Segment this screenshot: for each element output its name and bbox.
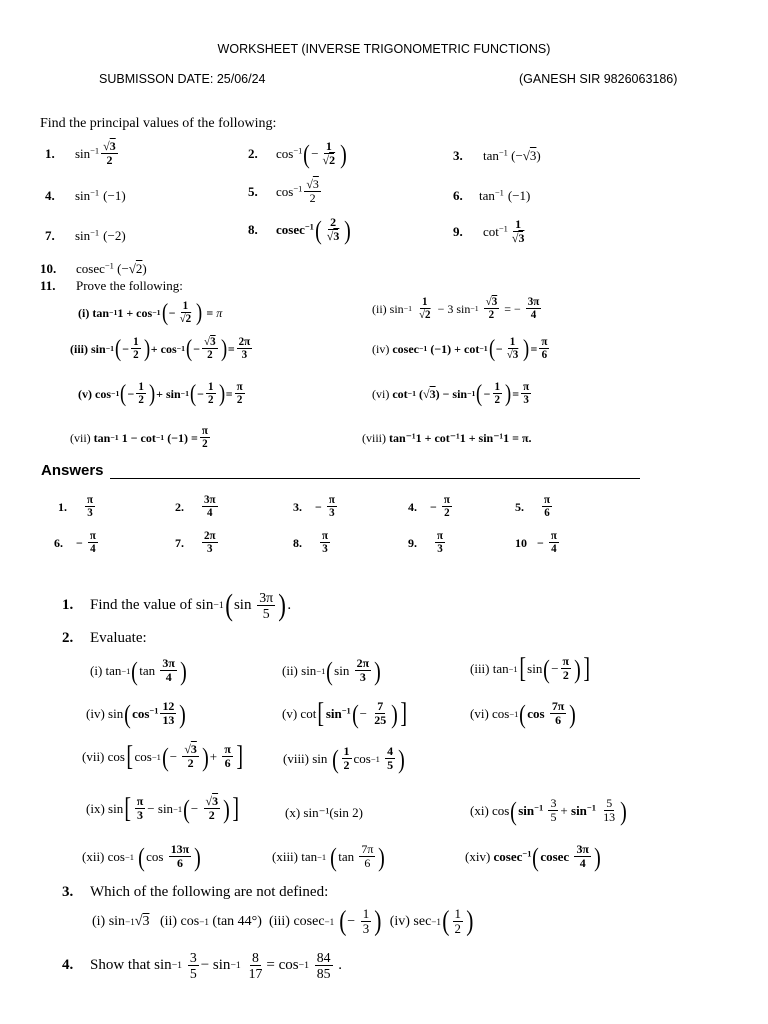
answer-sign: − bbox=[76, 535, 83, 550]
submission-date: SUBMISSON DATE: 25/06/24 bbox=[99, 72, 266, 86]
principal-values-heading: Find the principal values of the following: bbox=[40, 116, 277, 131]
proof-ii: (ii) sin −1 1 √2 − 3 sin −1 √3 2 = − 3π 4 bbox=[372, 296, 540, 322]
answer-number: 1. bbox=[58, 499, 67, 514]
evaluate-xii: (xii) cos −1 ( cos 13π 6 ) bbox=[82, 841, 201, 872]
answers-heading: Answers bbox=[41, 462, 104, 479]
answer-item bbox=[175, 530, 220, 555]
evaluate-xiii: (xiii) tan −1 ( tan 7π 6 ) bbox=[272, 841, 386, 872]
answer-number: 7. bbox=[175, 535, 184, 550]
evaluate-q2: 2. Evaluate: bbox=[62, 630, 147, 646]
question-6: 6. $\tan^{-1}$ (−1) bbox=[453, 186, 531, 203]
evaluate-x: (x) sin⁻¹(sin 2) bbox=[285, 805, 363, 820]
question-5: 5. $\cos^{-1}$ √3 2 bbox=[248, 177, 319, 206]
answer-numerator: π bbox=[437, 530, 444, 542]
proof-vi: (vi) cot −1 (√ 3 ) − sin −1 ( − 1 2 ) = π 3 bbox=[372, 379, 530, 407]
evaluate-iv: (iv) sin ( $\cos^{-1}$ 12 13 ) bbox=[86, 698, 187, 729]
answer-number: 6. bbox=[54, 535, 63, 550]
evaluate-ix: (ix) sin [ π 3 − sin −1 ( − √3 2 ) ] bbox=[86, 792, 240, 824]
answer-numerator: π bbox=[443, 494, 450, 506]
question-7: 7. $\sin^{-1}$ (−2) bbox=[45, 226, 126, 243]
evaluate-v: (v) cot [ $\sin^{-1}$ ( − 7 25 ) ] bbox=[282, 697, 408, 729]
answer-sign: − bbox=[537, 535, 544, 550]
answer-item bbox=[408, 530, 447, 555]
evaluate-ii: (ii) sin −1 ( sin 2π 3 ) bbox=[282, 655, 381, 686]
proof-v: (v) cos −1 ( − 1 2 ) + sin −1 ( − 1 2 ) = π 2 bbox=[78, 379, 243, 407]
proof-vii: (vii) tan −1 1 − cot −1 (−1) = π 2 bbox=[70, 425, 208, 451]
question-1: 1. $\sin^{-1}$ √3 2 bbox=[45, 139, 116, 168]
proof-iv: (iv) cosec −1 (−1) + cot −1 ( − 1 √3 ) = π 6 bbox=[372, 334, 548, 362]
answer-item bbox=[515, 530, 561, 555]
proof-i: (i) tan −1 1 + cos −1 ( − 1 √2 ) = π bbox=[78, 298, 223, 326]
answer-denominator: 4 bbox=[207, 507, 213, 520]
answer-denominator: 3 bbox=[322, 543, 328, 556]
answer-numerator: π bbox=[87, 494, 94, 506]
answer-item bbox=[515, 494, 554, 519]
evaluate-xiv: (xiv) cosec$^{-1}$ ( cosec 3π 4 ) bbox=[465, 841, 601, 872]
question-9: 9. $\cot^{-1}$ 1 √3 bbox=[453, 217, 525, 246]
evaluate-vi: (vi) cos −1 ( cos 7π 6 ) bbox=[470, 698, 577, 729]
answer-number: 10 bbox=[515, 535, 527, 550]
question-10: 10. cosec$^{-1}$ (−√2) bbox=[40, 260, 147, 276]
answers-divider bbox=[110, 478, 640, 479]
evaluate-q1: 1. Find the value of sin −1 ( sin 3π 5 ) . bbox=[62, 587, 292, 622]
question-8: 8. cosec$^{-1}$ ( 2 √3 ) bbox=[248, 214, 352, 245]
answer-denominator: 2 bbox=[444, 507, 450, 520]
answer-denominator: 4 bbox=[90, 543, 96, 556]
answer-numerator: π bbox=[89, 530, 96, 542]
answer-denominator: 4 bbox=[551, 543, 557, 556]
answer-denominator: 3 bbox=[329, 507, 335, 520]
answer-number: 2. bbox=[175, 499, 184, 514]
worksheet-title: WORKSHEET (INVERSE TRIGONOMETRIC FUNCTIONS) bbox=[217, 42, 551, 56]
answer-item bbox=[58, 494, 97, 519]
answer-number: 9. bbox=[408, 535, 417, 550]
not-defined-options: (i) sin −1 √ 3 (ii) cos −1 (tan 44°) (iii) cosec −1 ( − 1 3 ) (iv) sec −1 ( 1 2 ) bbox=[92, 904, 474, 937]
answer-numerator: π bbox=[550, 530, 557, 542]
question-3: 3. $\tan^{-1} (-√3)$ bbox=[453, 147, 541, 163]
answer-item bbox=[408, 494, 454, 519]
answer-item bbox=[293, 494, 339, 519]
answer-denominator: 3 bbox=[87, 507, 93, 520]
answer-numerator: π bbox=[544, 494, 551, 506]
answer-sign: − bbox=[430, 499, 437, 514]
answer-numerator: π bbox=[322, 530, 329, 542]
show-that-question: 4. Show that sin −1 3 5 − sin −1 8 17 = cos −1 84 85 . bbox=[62, 950, 342, 982]
evaluate-vii: (vii) cos [ cos −1 ( − √3 2 ) + π 6 ] bbox=[82, 740, 243, 772]
evaluate-viii: (viii) sin ( 1 2 cos −1 4 5 ) bbox=[283, 743, 405, 774]
evaluate-i: (i) tan −1 ( tan 3π 4 ) bbox=[90, 655, 187, 686]
answer-item bbox=[293, 530, 332, 555]
answer-denominator: 6 bbox=[544, 507, 550, 520]
answer-numerator: 3π bbox=[204, 494, 216, 506]
answer-item bbox=[175, 494, 220, 519]
teacher-contact: (GANESH SIR 9826063186) bbox=[519, 72, 678, 86]
answer-number: 8. bbox=[293, 535, 302, 550]
answer-denominator: 3 bbox=[437, 543, 443, 556]
proof-viii: (viii) tan⁻¹1 + cot⁻¹1 + sin⁻¹1 = π. bbox=[362, 431, 532, 445]
answer-number: 3. bbox=[293, 499, 302, 514]
answer-number: 5. bbox=[515, 499, 524, 514]
question-2: 2. $\cos^{-1}$ ( − 1 √2 ) bbox=[248, 138, 347, 169]
not-defined-question: 3. Which of the following are not defined: bbox=[62, 884, 329, 900]
answer-item bbox=[54, 530, 100, 555]
evaluate-iii: (iii) tan −1 [ sin ( − π 2 ) ] bbox=[470, 652, 591, 684]
answer-denominator: 3 bbox=[207, 543, 213, 556]
answer-numerator: 2π bbox=[204, 530, 216, 542]
question-11: 11. Prove the following: bbox=[40, 278, 183, 293]
question-4: 4. $\sin^{-1}$ (−1) bbox=[45, 186, 126, 203]
answer-numerator: π bbox=[328, 494, 335, 506]
answer-number: 4. bbox=[408, 499, 417, 514]
answer-sign: − bbox=[315, 499, 322, 514]
prove-heading: Prove the following: bbox=[76, 278, 183, 293]
evaluate-xi: (xi) cos ( $\sin^{-1}$ 3 5 + $\sin^{-1}$ 5 13 ) bbox=[470, 795, 627, 826]
proof-iii: (iii) sin −1 ( − 1 2 ) + cos −1 ( − √3 2 ) = 2π 3 bbox=[70, 334, 251, 362]
